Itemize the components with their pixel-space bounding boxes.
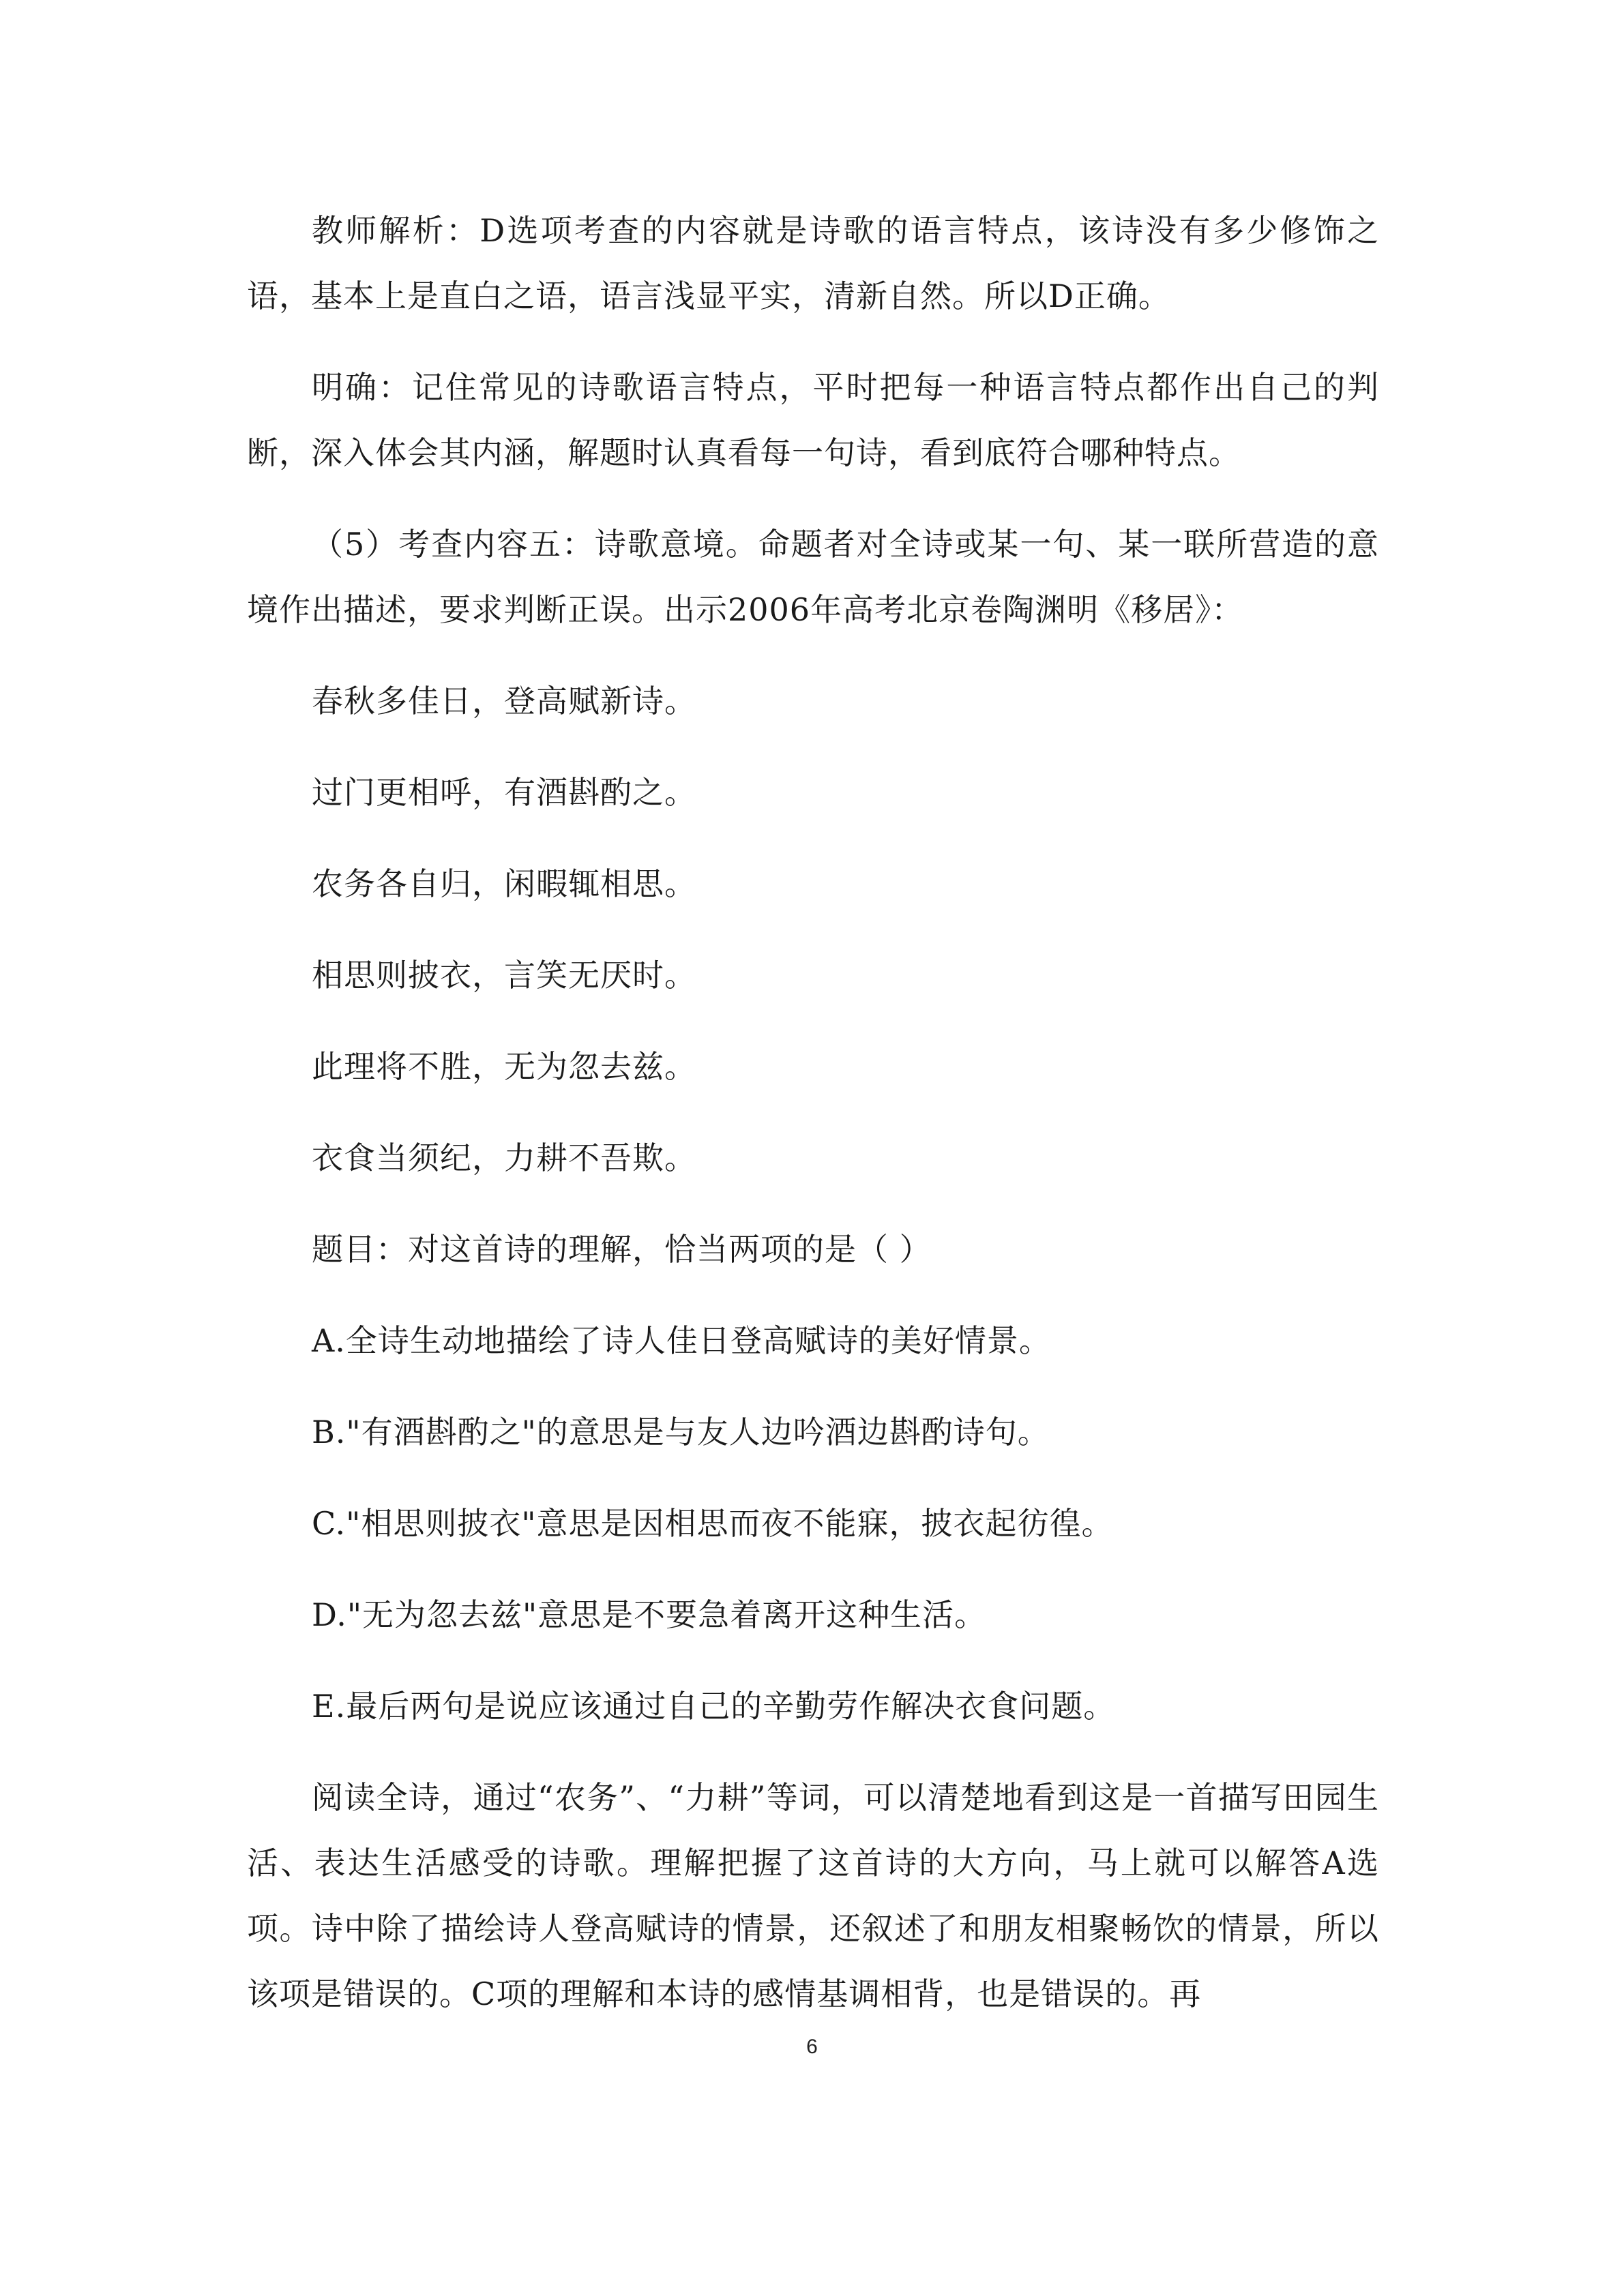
poem-line: 此理将不胜，无为忽去兹。 <box>312 1048 696 1085</box>
option-d: D."无为忽去兹"意思是不要急着离开这种生活。 <box>312 1596 987 1633</box>
option-a: A.全诗生动地描绘了诗人佳日登高赋诗的美好情景。 <box>312 1322 1051 1359</box>
page-number: 6 <box>806 2036 818 2058</box>
poem-line: 春秋多佳日，登高赋新诗。 <box>312 683 696 719</box>
option-c: C."相思则披衣"意思是因相思而夜不能寐，披衣起彷徨。 <box>312 1505 1114 1542</box>
teacher-analysis-paragraph: 教师解析：D选项考查的内容就是诗歌的语言特点，该诗没有多少修饰之语，基本上是直白之语，语言浅显平实，清新自然。所以D正确。 <box>247 212 1379 314</box>
content-five-paragraph: （5）考查内容五：诗歌意境。命题者对全诗或某一句、某一联所营造的意境作出描述，要求判断正误。出示2006年高考北京卷陶渊明《移居》： <box>247 526 1379 628</box>
poem-line: 相思则披衣，言笑无厌时。 <box>312 957 696 994</box>
page-content <box>247 198 1379 2053</box>
question-line: 题目：对这首诗的理解，恰当两项的是（ ） <box>312 1231 932 1268</box>
poem-line: 农务各自归，闲暇辄相思。 <box>312 865 696 902</box>
option-b: B."有酒斟酌之"的意思是与友人边吟酒边斟酌诗句。 <box>312 1414 1050 1450</box>
option-e: E.最后两句是说应该通过自己的辛勤劳作解决衣食问题。 <box>312 1688 1116 1725</box>
clarification-paragraph: 明确：记住常见的诗歌语言特点，平时把每一种语言特点都作出自己的判断，深入体会其内涵，解题时认真看每一句诗，看到底符合哪种特点。 <box>247 369 1379 471</box>
analysis-paragraph: 阅读全诗，通过“农务”、“力耕”等词，可以清楚地看到这是一首描写田园生活、表达生活感受的诗歌。理解把握了这首诗的大方向，马上就可以解答A选项。诗中除了描绘诗人登高赋诗的情景，还叙述了和朋友相聚畅饮的情景，所以该项是错误的。C项的理解和本诗的感情基调相背，也是错误的。再 <box>247 1779 1379 2012</box>
poem-line: 衣食当须纪，力耕不吾欺。 <box>312 1139 696 1176</box>
poem-line: 过门更相呼，有酒斟酌之。 <box>312 774 696 811</box>
